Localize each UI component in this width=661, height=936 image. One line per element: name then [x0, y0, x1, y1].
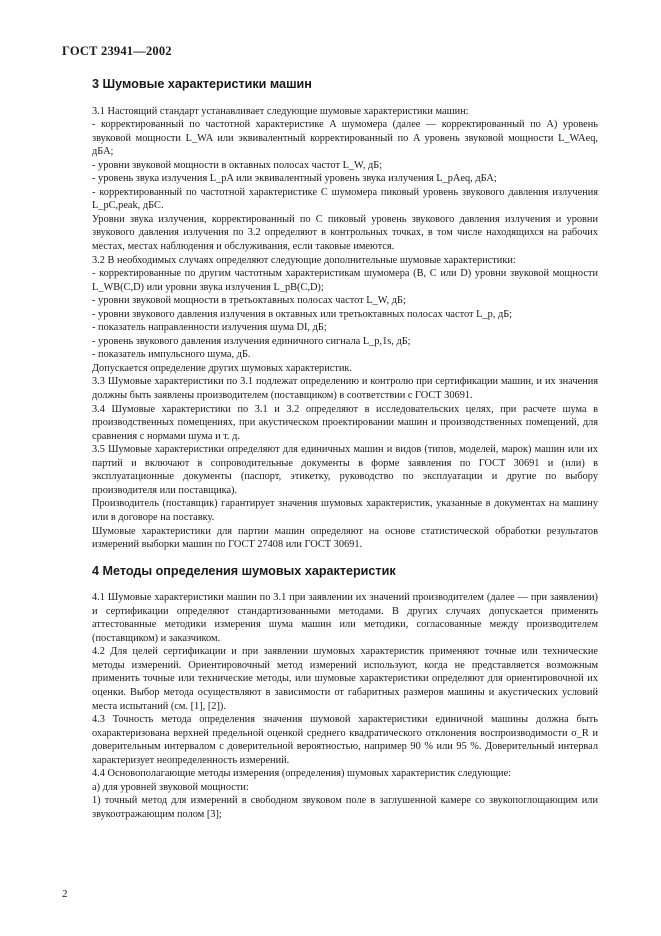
- paragraph: Шумовые характеристики для партии машин определяют на основе статистической обработки результатов измерений выборки машин по ГОСТ 27408 или ГОСТ 30691.: [92, 525, 598, 551]
- paragraph: Уровни звука излучения, корректированный по C пиковый уровень звукового давления излучения и уровни звукового давления излучения по 3.2 определяют в контрольных точках, в том числе находящихся на рабочих местах, местах наблюдения и обслуживания, если таковые имеются.: [92, 213, 598, 253]
- paragraph: 3.4 Шумовые характеристики по 3.1 и 3.2 определяют в исследовательских целях, при расчете шума в производственных помещениях, при акустическом проектировании машин и производственных помещений, для сравнения с нормами шума и т. д.: [92, 403, 598, 442]
- paragraph: - уровень звука излучения L_pA или эквивалентный уровень звука излучения L_pAeq, дБА;: [92, 173, 497, 185]
- section-3-body: [92, 105, 598, 552]
- paragraph: - показатель импульсного шума, дБ.: [92, 349, 251, 361]
- section-4-title: 4 Методы определения шумовых характеристик: [92, 563, 396, 578]
- paragraph: - уровни звуковой мощности в третьоктавных полосах частот L_W, дБ;: [92, 295, 406, 307]
- paragraph: - уровни звукового давления излучения в октавных или третьоктавных полосах частот L_p, дБ;: [92, 308, 513, 320]
- document-body: [92, 78, 598, 821]
- document-code: ГОСТ 23941—2002: [62, 44, 172, 58]
- paragraph: 4.4 Основополагающие методы измерения (определения) шумовых характеристик следующие:: [92, 768, 512, 780]
- paragraph: а) для уровней звуковой мощности:: [92, 781, 249, 793]
- paragraph: Допускается определение других шумовых характеристик.: [92, 362, 353, 374]
- paragraph: Производитель (поставщик) гарантирует значения шумовых характеристик, указанные в документах на машину или в договоре на поставку.: [92, 498, 598, 523]
- paragraph: 3.1 Настоящий стандарт устанавливает следующие шумовые характеристики машин:: [92, 105, 469, 117]
- paragraph: 4.1 Шумовые характеристики машин по 3.1 при заявлении их значений производителем (далее — при заявлении) и сертификации определяют стандартизованными методами. В других случаях допускается применять аттестованные методики измерения шума машин или методики, согласованные между производителем (поставщиком) и заказчиком.: [92, 592, 598, 644]
- paragraph: 3.2 В необходимых случаях определяют следующие дополнительные шумовые характеристики:: [92, 254, 516, 266]
- section-4-body: [92, 591, 598, 821]
- paragraph: 4.3 Точность метода определения значения шумовой характеристики единичной машины должна быть охарактеризована верхней предельной оценкой среднего квадратического отклонения воспроизводимости σ_R и доверительным интервалом с доверительной вероятностью, например 90 % или 95 %. Доверительный интервал характеризует неопределенность измерений.: [92, 714, 598, 766]
- paragraph: 3.3 Шумовые характеристики по 3.1 подлежат определению и контролю при сертификации машин, и их значения должны быть заявлены производителем (поставщиком) в соответствии с ГОСТ 30691.: [92, 376, 598, 402]
- paragraph: 1) точный метод для измерений в свободном звуковом поле в заглушенной камере со звукопоглощающим или звукоотражающим полом [3];: [92, 795, 598, 820]
- paragraph: - уровень звукового давления излучения единичного сигнала L_p,1s, дБ;: [92, 335, 411, 347]
- paragraph: - корректированный по частотной характеристике A шумомера (далее — корректированный по A) уровень звуковой мощности L_WA или эквивалентный корректированный по A уровень звуковой мощности L_WAeq, дБА;: [92, 119, 598, 158]
- paragraph: 3.5 Шумовые характеристики определяют для единичных машин и видов (типов, моделей, марок) машин или их партий и включают в сопроводительные документы в форме заявления по ГОСТ 30691 и (или) в эксплуатационные документы (паспорт, этикетку, руководство по эксплуатации и другие по выбору производителя или поставщика).: [92, 444, 598, 496]
- paragraph: - корректированные по другим частотным характеристикам шумомера (B, C или D) уровни звуковой мощности L_WB(C,D) или уровни звука излучения L_pB(C,D);: [92, 268, 598, 293]
- paragraph: 4.2 Для целей сертификации и при заявлении шумовых характеристик применяют точные или технические методы измерений. Ориентировочный метод измерений используют, когда не представляется возможным применить точные или технические методы, или шумовые характеристики определяют для ориентировочной их оценки. Выбор метода осуществляют в зависимости от габаритных размеров машины и акустических условий места испытаний (см. [1], [2]).: [92, 646, 598, 712]
- section-3-title: 3 Шумовые характеристики машин: [92, 77, 312, 91]
- paragraph: - корректированный по частотной характеристике C шумомера пиковый уровень звукового давления излучения L_pC,peak, дБC.: [92, 186, 598, 212]
- paragraph: - показатель направленности излучения шума DI, дБ;: [92, 322, 327, 334]
- paragraph: - уровни звуковой мощности в октавных полосах частот L_W, дБ;: [92, 159, 383, 171]
- page-number: 2: [62, 888, 68, 900]
